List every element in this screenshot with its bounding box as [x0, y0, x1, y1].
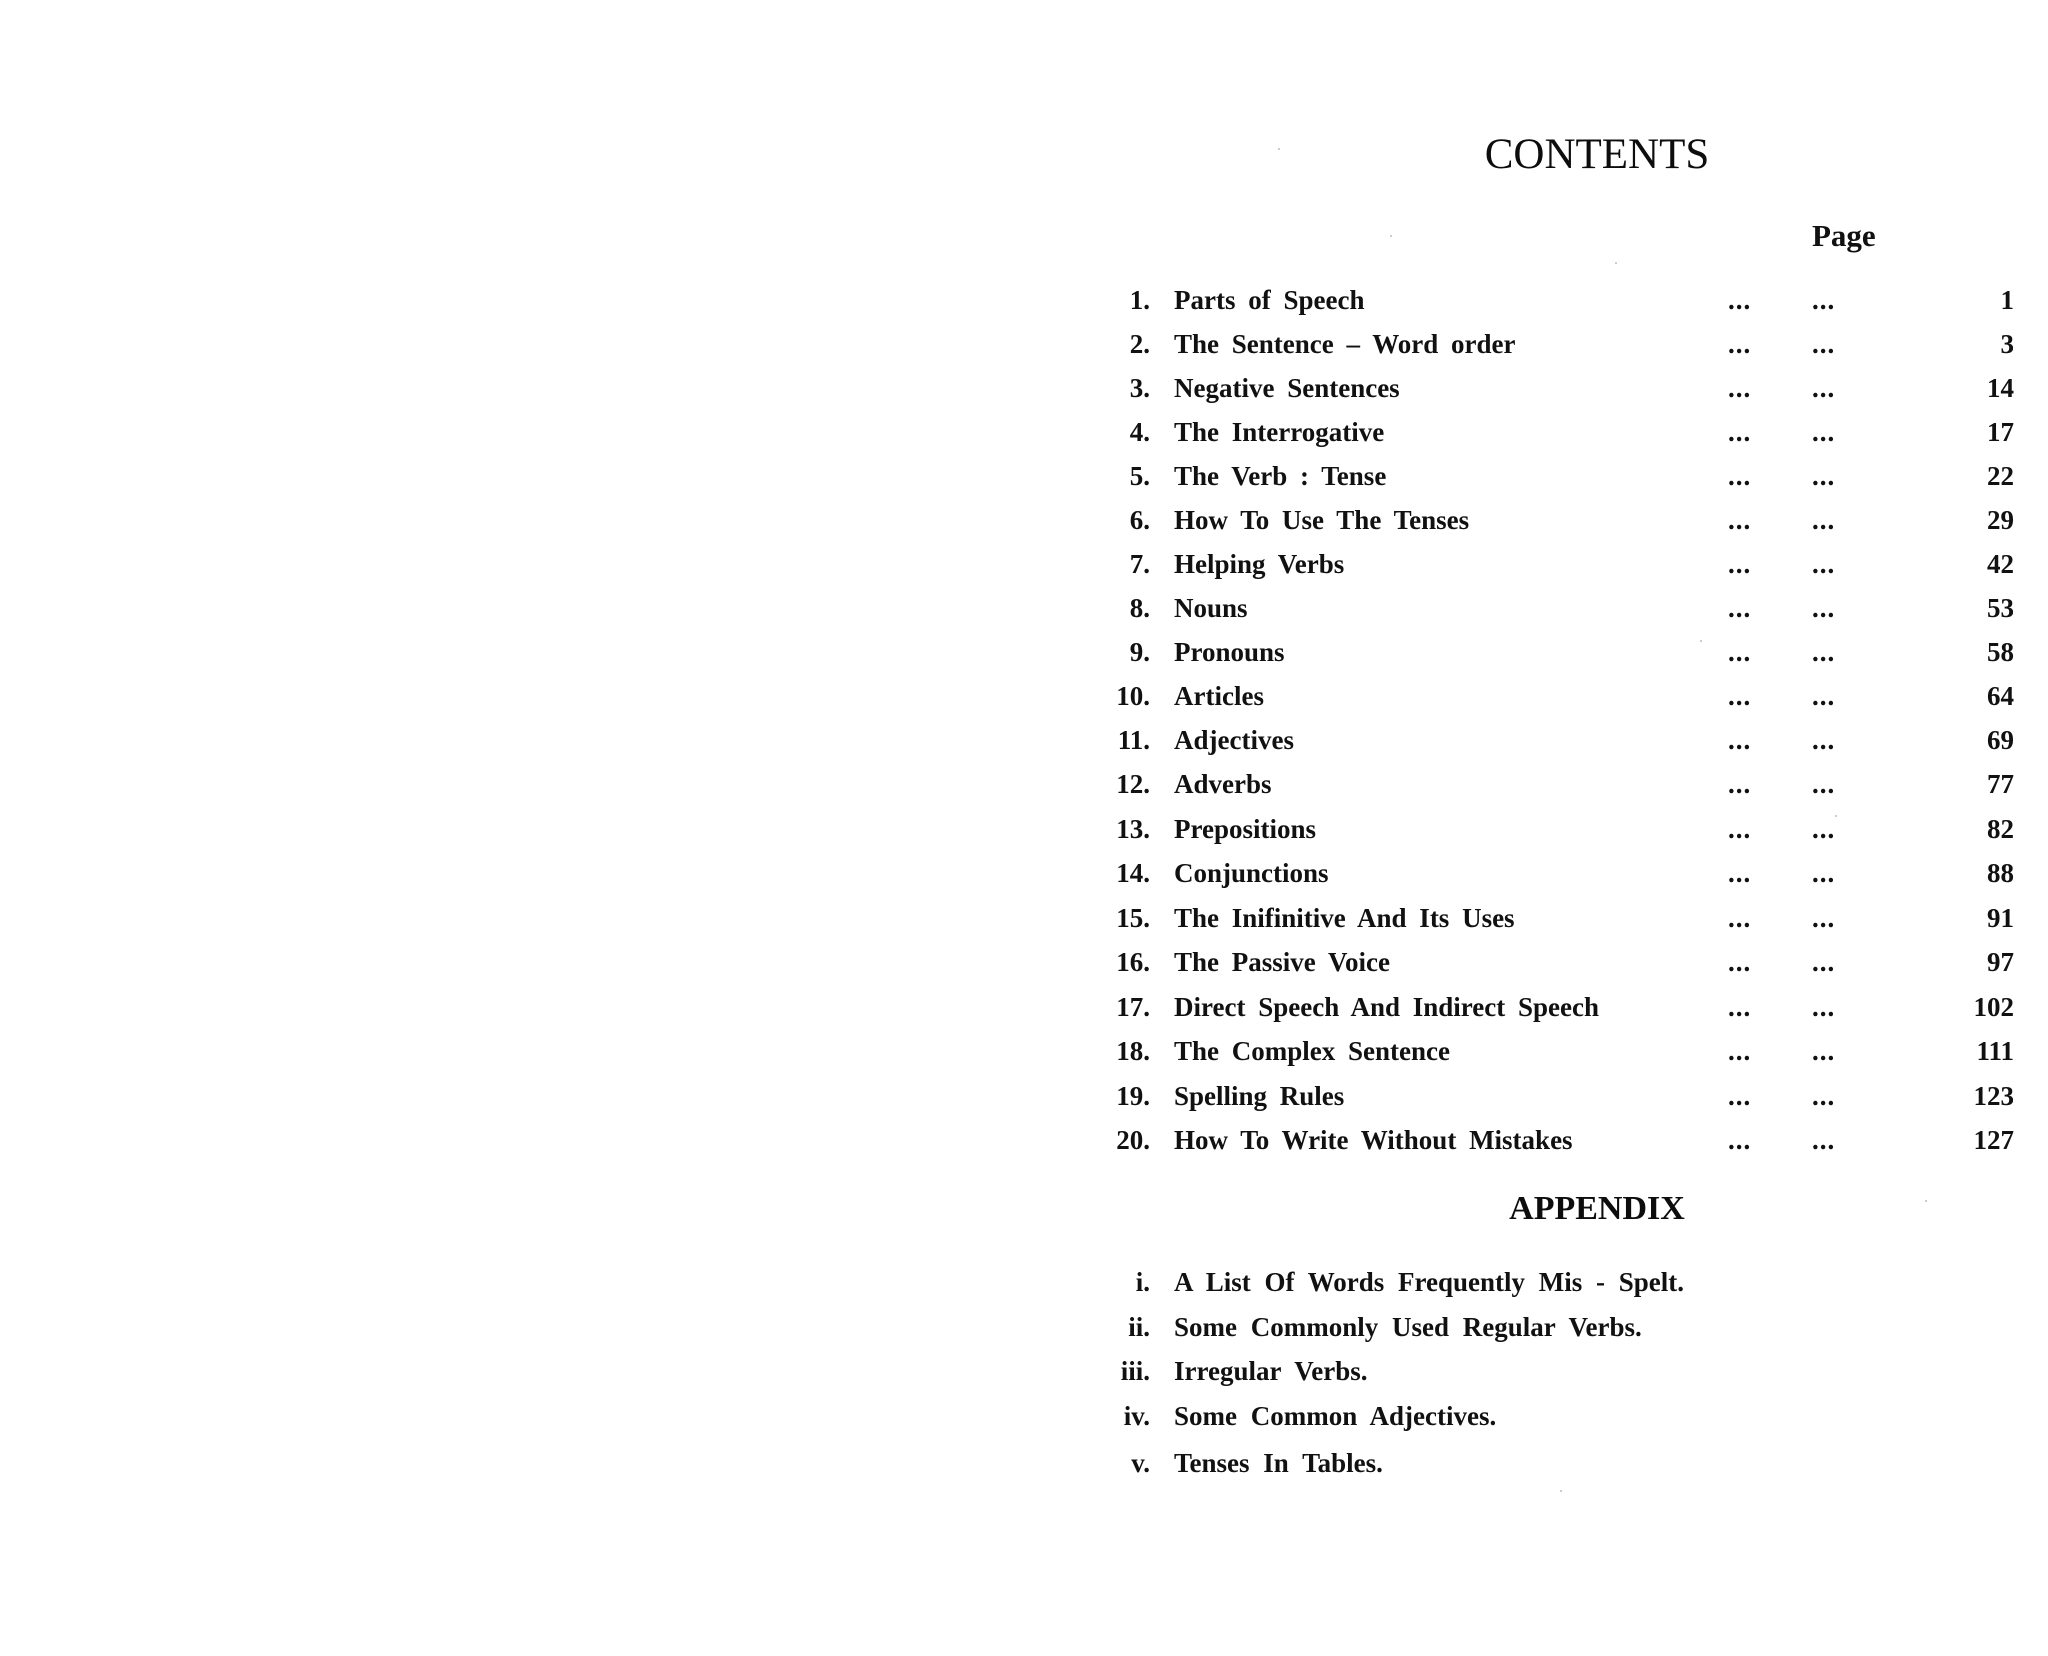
appendix-title: Some Commonly Used Regular Verbs. — [1174, 1312, 1642, 1342]
entry-number: 7. — [1129, 549, 1150, 579]
appendix-number: v. — [1131, 1448, 1150, 1478]
scan-speck — [1835, 815, 1837, 817]
contents-entry — [1090, 814, 2048, 854]
contents-entry — [1090, 417, 2048, 457]
entry-title: Adverbs — [1174, 769, 1272, 799]
entry-number: 20. — [1116, 1125, 1150, 1155]
appendix-number: iv. — [1123, 1401, 1150, 1431]
dot-leader: ... — [1812, 329, 1836, 359]
contents-entry — [1090, 373, 2048, 413]
dot-leader: ... — [1812, 637, 1836, 667]
entry-title: Spelling Rules — [1174, 1081, 1345, 1111]
contents-page — [1090, 0, 2048, 1656]
entry-title: The Verb : Tense — [1174, 461, 1387, 491]
entry-number: 5. — [1129, 461, 1150, 491]
appendix-title: A List Of Words Frequently Mis - Spelt. — [1174, 1267, 1685, 1297]
dot-leader: ... — [1728, 769, 1752, 799]
entry-number: 14. — [1116, 858, 1150, 888]
entry-page-number: 64 — [1987, 681, 2014, 711]
entry-title: How To Write Without Mistakes — [1174, 1125, 1573, 1155]
dot-leader: ... — [1812, 725, 1836, 755]
entry-number: 18. — [1116, 1036, 1150, 1066]
entry-title: The Sentence – Word order — [1174, 329, 1516, 359]
entry-page-number: 88 — [1987, 858, 2014, 888]
scan-speck — [1278, 148, 1280, 150]
entry-title: Prepositions — [1174, 814, 1317, 844]
entry-page-number: 97 — [1987, 947, 2014, 977]
contents-entry — [1090, 1036, 2048, 1076]
entry-title: Direct Speech And Indirect Speech — [1174, 992, 1599, 1022]
dot-leader: ... — [1728, 1036, 1752, 1066]
dot-leader: ... — [1728, 505, 1752, 535]
entry-number: 16. — [1116, 947, 1150, 977]
contents-entry — [1090, 549, 2048, 589]
dot-leader: ... — [1728, 549, 1752, 579]
entry-page-number: 69 — [1987, 725, 2014, 755]
entry-page-number: 22 — [1987, 461, 2014, 491]
dot-leader: ... — [1728, 593, 1752, 623]
entry-title: Negative Sentences — [1174, 373, 1400, 403]
dot-leader: ... — [1728, 373, 1752, 403]
entry-number: 2. — [1129, 329, 1150, 359]
entry-number: 9. — [1129, 637, 1150, 667]
entry-number: 19. — [1116, 1081, 1150, 1111]
dot-leader: ... — [1812, 1081, 1836, 1111]
dot-leader: ... — [1728, 814, 1752, 844]
appendix-title: Some Common Adjectives. — [1174, 1401, 1497, 1431]
dot-leader: ... — [1812, 1125, 1836, 1155]
contents-entry — [1090, 1081, 2048, 1121]
entry-number: 17. — [1116, 992, 1150, 1022]
entry-page-number: 42 — [1987, 549, 2014, 579]
entry-page-number: 14 — [1987, 373, 2014, 403]
entry-number: 15. — [1116, 903, 1150, 933]
entry-number: 13. — [1116, 814, 1150, 844]
dot-leader: ... — [1812, 903, 1836, 933]
entry-title: Articles — [1174, 681, 1264, 711]
dot-leader: ... — [1728, 1125, 1752, 1155]
contents-entry — [1090, 992, 2048, 1032]
dot-leader: ... — [1728, 285, 1752, 315]
contents-entry — [1090, 1125, 2048, 1165]
entry-title: The Interrogative — [1174, 417, 1385, 447]
dot-leader: ... — [1812, 417, 1836, 447]
entry-page-number: 111 — [1976, 1036, 2014, 1066]
contents-entry — [1090, 637, 2048, 677]
entry-number: 3. — [1129, 373, 1150, 403]
entry-title: Nouns — [1174, 593, 1248, 623]
entry-title: The Passive Voice — [1174, 947, 1391, 977]
contents-entry — [1090, 681, 2048, 721]
entry-page-number: 53 — [1987, 593, 2014, 623]
appendix-heading: APPENDIX — [1509, 1190, 1685, 1227]
entry-page-number: 91 — [1987, 903, 2014, 933]
appendix-number: iii. — [1120, 1356, 1150, 1386]
contents-heading: CONTENTS — [1484, 131, 1710, 178]
appendix-number: i. — [1135, 1267, 1150, 1297]
dot-leader: ... — [1812, 593, 1836, 623]
entry-title: Adjectives — [1174, 725, 1294, 755]
dot-leader: ... — [1728, 417, 1752, 447]
dot-leader: ... — [1812, 947, 1836, 977]
entry-page-number: 77 — [1987, 769, 2014, 799]
dot-leader: ... — [1812, 285, 1836, 315]
contents-entry — [1090, 285, 2048, 325]
entry-number: 4. — [1129, 417, 1150, 447]
contents-entry — [1090, 903, 2048, 943]
contents-entry — [1090, 461, 2048, 501]
dot-leader: ... — [1728, 725, 1752, 755]
dot-leader: ... — [1812, 1036, 1836, 1066]
entry-number: 6. — [1129, 505, 1150, 535]
scan-speck — [1390, 235, 1392, 237]
appendix-entry — [1090, 1267, 2048, 1307]
dot-leader: ... — [1728, 992, 1752, 1022]
dot-leader: ... — [1728, 461, 1752, 491]
entry-page-number: 123 — [1973, 1081, 2014, 1111]
appendix-title: Irregular Verbs. — [1174, 1356, 1368, 1386]
entry-number: 10. — [1116, 681, 1150, 711]
page-column-label: Page — [1812, 218, 1876, 253]
entry-number: 12. — [1116, 769, 1150, 799]
entry-page-number: 127 — [1973, 1125, 2014, 1155]
contents-entry — [1090, 505, 2048, 545]
dot-leader: ... — [1812, 505, 1836, 535]
contents-entry — [1090, 725, 2048, 765]
dot-leader: ... — [1728, 903, 1752, 933]
entry-number: 11. — [1117, 725, 1150, 755]
entry-page-number: 1 — [2000, 285, 2014, 315]
entry-page-number: 102 — [1973, 992, 2014, 1022]
appendix-entry — [1090, 1312, 2048, 1352]
entry-page-number: 17 — [1987, 417, 2014, 447]
appendix-entry — [1090, 1401, 2048, 1441]
dot-leader: ... — [1812, 769, 1836, 799]
appendix-entry — [1090, 1448, 2048, 1488]
contents-entry — [1090, 858, 2048, 898]
appendix-entry — [1090, 1356, 2048, 1396]
dot-leader: ... — [1812, 461, 1836, 491]
dot-leader: ... — [1728, 329, 1752, 359]
entry-title: Conjunctions — [1174, 858, 1329, 888]
entry-title: The Complex Sentence — [1174, 1036, 1450, 1066]
scan-speck — [1925, 1200, 1927, 1202]
contents-entry — [1090, 593, 2048, 633]
entry-title: Helping Verbs — [1174, 549, 1345, 579]
dot-leader: ... — [1812, 373, 1836, 403]
entry-title: Pronouns — [1174, 637, 1285, 667]
dot-leader: ... — [1728, 858, 1752, 888]
scan-speck — [1700, 640, 1702, 642]
dot-leader: ... — [1812, 549, 1836, 579]
dot-leader: ... — [1812, 814, 1836, 844]
scan-speck — [1615, 262, 1617, 264]
entry-page-number: 29 — [1987, 505, 2014, 535]
appendix-number: ii. — [1128, 1312, 1150, 1342]
dot-leader: ... — [1728, 947, 1752, 977]
scan-speck — [1560, 1490, 1562, 1492]
entry-page-number: 58 — [1987, 637, 2014, 667]
contents-entry — [1090, 947, 2048, 987]
entry-title: How To Use The Tenses — [1174, 505, 1470, 535]
entry-title: Parts of Speech — [1174, 285, 1365, 315]
appendix-title: Tenses In Tables. — [1174, 1448, 1383, 1478]
entry-number: 1. — [1129, 285, 1150, 315]
dot-leader: ... — [1812, 681, 1836, 711]
entry-number: 8. — [1129, 593, 1150, 623]
dot-leader: ... — [1728, 637, 1752, 667]
dot-leader: ... — [1728, 1081, 1752, 1111]
entry-title: The Inifinitive And Its Uses — [1174, 903, 1515, 933]
dot-leader: ... — [1812, 992, 1836, 1022]
contents-entry — [1090, 329, 2048, 369]
entry-page-number: 3 — [2000, 329, 2014, 359]
entry-page-number: 82 — [1987, 814, 2014, 844]
contents-entry — [1090, 769, 2048, 809]
dot-leader: ... — [1728, 681, 1752, 711]
dot-leader: ... — [1812, 858, 1836, 888]
